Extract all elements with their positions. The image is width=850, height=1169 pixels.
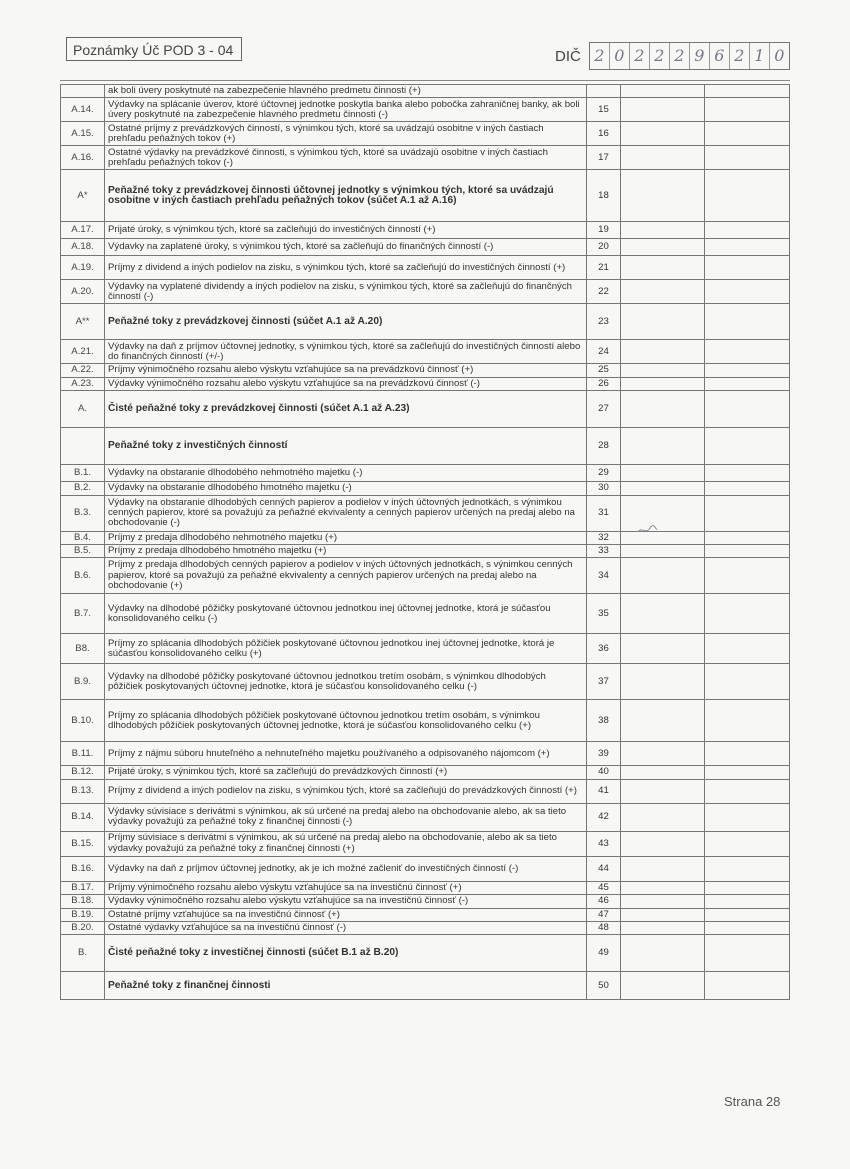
table-row xyxy=(61,700,790,742)
row-description: Peňažné toky z prevádzkovej činnosti (súčet A.1 až A.20) xyxy=(105,304,587,340)
table-row xyxy=(61,895,790,908)
row-number: 34 xyxy=(587,558,621,594)
row-number: 39 xyxy=(587,742,621,766)
row-code: A.20. xyxy=(61,280,105,304)
page-number: Strana 28 xyxy=(724,1094,781,1109)
row-code: A.16. xyxy=(61,146,105,170)
row-number: 43 xyxy=(587,831,621,856)
table-row xyxy=(61,856,790,881)
row-description: Ostatné príjmy z prevádzkových činností, s výnimkou tých, ktoré sa uvádzajú osobitne v iných častiach prehľadu peňažných tokov (+) xyxy=(105,122,587,146)
value-cell-current xyxy=(621,85,705,98)
value-cell-previous xyxy=(705,377,790,390)
row-description: Prijaté úroky, s výnimkou tých, ktoré sa začleňujú do investičných činností (+) xyxy=(105,222,587,239)
row-number: 19 xyxy=(587,222,621,239)
table-row xyxy=(61,85,790,98)
row-number: 23 xyxy=(587,304,621,340)
row-description: Príjmy súvisiace s derivátmi s výnimkou, ak sú určené na predaj alebo na obchodovanie, alebo ak sa tieto výdavky považujú za peňažné toky z finančnej činnosti (+) xyxy=(105,831,587,856)
row-code: B.20. xyxy=(61,922,105,935)
row-code: B.14. xyxy=(61,803,105,831)
row-code: A** xyxy=(61,304,105,340)
value-cell-previous xyxy=(705,545,790,558)
dic-digit-box: 2 xyxy=(630,43,650,69)
row-description: Výdavky súvisiace s derivátmi s výnimkou, ak sú určené na predaj alebo na obchodovanie alebo, ak sa tieto výdavky považujú za peňažné toky z finančnej činnosti (-) xyxy=(105,803,587,831)
row-code: B.6. xyxy=(61,558,105,594)
table-row xyxy=(61,908,790,921)
row-description: Príjmy z predaja dlhodobého nehmotného majetku (+) xyxy=(105,531,587,544)
row-description: Čisté peňažné toky z prevádzkovej činnosti (súčet A.1 až A.23) xyxy=(105,391,587,428)
row-description: Príjmy zo splácania dlhodobých pôžičiek poskytované účtovnou jednotkou inej účtovnej jednotke, ktorá je súčasťou konsolidovaného celku (+) xyxy=(105,634,587,664)
table-row xyxy=(61,280,790,304)
row-number: 38 xyxy=(587,700,621,742)
value-cell-current xyxy=(621,170,705,222)
dic-digit-box: 2 xyxy=(730,43,750,69)
table-row xyxy=(61,972,790,1000)
value-cell-current xyxy=(621,766,705,779)
row-number: 15 xyxy=(587,98,621,122)
value-cell-current xyxy=(621,256,705,280)
value-cell-previous xyxy=(705,428,790,465)
row-number: 33 xyxy=(587,545,621,558)
table-row xyxy=(61,742,790,766)
value-cell-previous xyxy=(705,340,790,364)
value-cell-previous xyxy=(705,256,790,280)
value-cell-previous xyxy=(705,664,790,700)
row-description: Čisté peňažné toky z investičnej činnosti (súčet B.1 až B.20) xyxy=(105,935,587,972)
row-number: 35 xyxy=(587,594,621,634)
row-number: 27 xyxy=(587,391,621,428)
value-cell-current xyxy=(621,122,705,146)
value-cell-current xyxy=(621,856,705,881)
row-description: Výdavky na daň z príjmov účtovnej jednotky, s výnimkou tých, ktoré sa začleňujú do investičných činností alebo do finančných činností (+/-) xyxy=(105,340,587,364)
pen-mark xyxy=(636,523,658,537)
row-description: Peňažné toky z investičných činností xyxy=(105,428,587,465)
row-number: 17 xyxy=(587,146,621,170)
dic-digit-box: 6 xyxy=(710,43,730,69)
row-code: B.9. xyxy=(61,664,105,700)
table-row xyxy=(61,98,790,122)
row-description: Ostatné výdavky na prevádzkové činnosti, s výnimkou tých, ktoré sa uvádzajú osobitne v iných častiach prehľadu peňažných tokov (-) xyxy=(105,146,587,170)
header-rule xyxy=(60,80,790,81)
table-row xyxy=(61,428,790,465)
table-row xyxy=(61,831,790,856)
table-row xyxy=(61,922,790,935)
value-cell-current xyxy=(621,531,705,544)
value-cell-previous xyxy=(705,594,790,634)
table-row xyxy=(61,304,790,340)
table-row xyxy=(61,391,790,428)
row-code: B.15. xyxy=(61,831,105,856)
value-cell-previous xyxy=(705,391,790,428)
dic-digit-box: 0 xyxy=(774,46,785,65)
row-number: 22 xyxy=(587,280,621,304)
table-row xyxy=(61,222,790,239)
row-code: A. xyxy=(61,391,105,428)
row-code: B.17. xyxy=(61,881,105,894)
row-code: B.13. xyxy=(61,779,105,803)
table-row xyxy=(61,377,790,390)
value-cell-previous xyxy=(705,465,790,482)
row-description: Výdavky na daň z príjmov účtovnej jednotky, ak je ich možné začleniť do investičných činností (-) xyxy=(105,856,587,881)
table-row xyxy=(61,766,790,779)
table-row xyxy=(61,881,790,894)
row-code: B.7. xyxy=(61,594,105,634)
table-row xyxy=(61,594,790,634)
row-description: Výdavky na zaplatené úroky, s výnimkou tých, ktoré sa začleňujú do finančných činností (-) xyxy=(105,239,587,256)
value-cell-previous xyxy=(705,280,790,304)
row-number: 46 xyxy=(587,895,621,908)
table-row xyxy=(61,146,790,170)
value-cell-current xyxy=(621,391,705,428)
value-cell-previous xyxy=(705,558,790,594)
value-cell-previous xyxy=(705,700,790,742)
value-cell-current xyxy=(621,779,705,803)
dic-field xyxy=(555,42,790,70)
row-description: Prijaté úroky, s výnimkou tých, ktoré sa začleňujú do prevádzkových činností (+) xyxy=(105,766,587,779)
value-cell-previous xyxy=(705,304,790,340)
row-code: B.3. xyxy=(61,495,105,531)
value-cell-current xyxy=(621,377,705,390)
row-code: A.21. xyxy=(61,340,105,364)
row-number xyxy=(587,85,621,98)
row-description: Výdavky výnimočného rozsahu alebo výskytu vzťahujúce sa na prevádzkovú činnosť (-) xyxy=(105,377,587,390)
table-row xyxy=(61,935,790,972)
row-description: Ostatné výdavky vzťahujúce sa na investičnú činnosť (-) xyxy=(105,922,587,935)
row-code: B.2. xyxy=(61,482,105,495)
table-row xyxy=(61,664,790,700)
dic-digit-box: 2 xyxy=(650,43,670,69)
value-cell-current xyxy=(621,465,705,482)
value-cell-previous xyxy=(705,895,790,908)
value-cell-previous xyxy=(705,779,790,803)
value-cell-current xyxy=(621,558,705,594)
row-code: B8. xyxy=(61,634,105,664)
table-row xyxy=(61,545,790,558)
value-cell-current xyxy=(621,742,705,766)
value-cell-current xyxy=(621,594,705,634)
value-cell-current xyxy=(621,98,705,122)
value-cell-previous xyxy=(705,634,790,664)
value-cell-current xyxy=(621,881,705,894)
row-code: A.15. xyxy=(61,122,105,146)
row-number: 16 xyxy=(587,122,621,146)
value-cell-current xyxy=(621,831,705,856)
row-code: B.12. xyxy=(61,766,105,779)
table-row xyxy=(61,495,790,531)
row-description: Príjmy z nájmu súboru hnuteľného a nehnuteľného majetku používaného a odpisovaného nájomcom (+) xyxy=(105,742,587,766)
row-number: 47 xyxy=(587,908,621,921)
row-number: 24 xyxy=(587,340,621,364)
row-description: ak boli úvery poskytnuté na zabezpečenie hlavného predmetu činnosti (+) xyxy=(105,85,587,98)
value-cell-previous xyxy=(705,146,790,170)
row-number: 48 xyxy=(587,922,621,935)
value-cell-previous xyxy=(705,222,790,239)
table-row xyxy=(61,531,790,544)
value-cell-current xyxy=(621,803,705,831)
value-cell-current xyxy=(621,700,705,742)
value-cell-previous xyxy=(705,766,790,779)
value-cell-current xyxy=(621,482,705,495)
row-description: Príjmy z dividend a iných podielov na zisku, s výnimkou tých, ktoré sa začleňujú do investičných činností (+) xyxy=(105,256,587,280)
value-cell-previous xyxy=(705,85,790,98)
row-code: B.16. xyxy=(61,856,105,881)
row-number: 45 xyxy=(587,881,621,894)
row-number: 30 xyxy=(587,482,621,495)
cash-flow-table xyxy=(60,84,790,1000)
row-code: B. xyxy=(61,935,105,972)
row-number: 20 xyxy=(587,239,621,256)
table-row xyxy=(61,634,790,664)
row-number: 32 xyxy=(587,531,621,544)
table-row xyxy=(61,239,790,256)
dic-digit-box: 1 xyxy=(750,43,770,69)
row-code: B.4. xyxy=(61,531,105,544)
row-description: Výdavky na obstaranie dlhodobých cenných papierov a podielov v iných účtovných jednotkách, s výnimkou cenných papierov, ktoré sa považujú za peňažné ekvivalenty a cenných papierov určených na predaj alebo na obchodovanie (-) xyxy=(105,495,587,531)
row-code: B.19. xyxy=(61,908,105,921)
row-code: A.19. xyxy=(61,256,105,280)
table-row xyxy=(61,256,790,280)
dic-digit-box: 2 xyxy=(670,43,690,69)
row-description: Príjmy z predaja dlhodobých cenných papierov a podielov v iných účtovných jednotkách, s výnimkou cenných papierov, ktoré sa považujú za peňažné ekvivalenty a cenných papierov určených na predaj alebo na obchodovanie (+) xyxy=(105,558,587,594)
value-cell-current xyxy=(621,340,705,364)
row-description: Výdavky na dlhodobé pôžičky poskytované účtovnou jednotkou inej účtovnej jednotke, ktorá je súčasťou konsolidovaného celku (-) xyxy=(105,594,587,634)
row-number: 26 xyxy=(587,377,621,390)
row-code: A.23. xyxy=(61,377,105,390)
value-cell-current xyxy=(621,908,705,921)
value-cell-current xyxy=(621,922,705,935)
row-description: Príjmy z dividend a iných podielov na zisku, s výnimkou tých, ktoré sa začleňujú do prevádzkových činností (+) xyxy=(105,779,587,803)
value-cell-previous xyxy=(705,495,790,531)
value-cell-current xyxy=(621,495,705,531)
row-number: 42 xyxy=(587,803,621,831)
row-description: Výdavky na vyplatené dividendy a iných podielov na zisku, s výnimkou tých, ktoré sa začleňujú do finančných činností (-) xyxy=(105,280,587,304)
table-row xyxy=(61,803,790,831)
row-code: B.18. xyxy=(61,895,105,908)
row-description: Príjmy z predaja dlhodobého hmotného majetku (+) xyxy=(105,545,587,558)
row-description: Výdavky na obstaranie dlhodobého hmotného majetku (-) xyxy=(105,482,587,495)
row-number: 28 xyxy=(587,428,621,465)
row-description: Peňažné toky z prevádzkovej činnosti účtovnej jednotky s výnimkou tých, ktoré sa uvádzajú osobitne v iných častiach prehľadu peňažných tokov (súčet A.1 až A.16) xyxy=(105,170,587,222)
row-description: Peňažné toky z finančnej činnosti xyxy=(105,972,587,1000)
value-cell-current xyxy=(621,935,705,972)
row-description: Výdavky výnimočného rozsahu alebo výskytu vzťahujúce sa na investičnú činnosť (-) xyxy=(105,895,587,908)
row-number: 18 xyxy=(587,170,621,222)
table-row xyxy=(61,340,790,364)
row-code: A* xyxy=(61,170,105,222)
value-cell-previous xyxy=(705,531,790,544)
row-number: 44 xyxy=(587,856,621,881)
row-number: 31 xyxy=(587,495,621,531)
row-description: Výdavky na splácanie úverov, ktoré účtovnej jednotke poskytla banka alebo pobočka zahraničnej banky, ak boli úvery poskytnuté na zabezpečenie hlavného predmetu činnosti (-) xyxy=(105,98,587,122)
value-cell-current xyxy=(621,239,705,256)
value-cell-previous xyxy=(705,742,790,766)
row-number: 25 xyxy=(587,364,621,377)
row-description: Výdavky na obstaranie dlhodobého nehmotného majetku (-) xyxy=(105,465,587,482)
row-code: A.22. xyxy=(61,364,105,377)
value-cell-current xyxy=(621,428,705,465)
table-row xyxy=(61,170,790,222)
value-cell-previous xyxy=(705,170,790,222)
value-cell-previous xyxy=(705,803,790,831)
value-cell-current xyxy=(621,545,705,558)
table-row xyxy=(61,364,790,377)
dic-digit-box: 2 xyxy=(590,43,610,69)
value-cell-current xyxy=(621,146,705,170)
row-code: B.5. xyxy=(61,545,105,558)
row-number: 36 xyxy=(587,634,621,664)
value-cell-current xyxy=(621,664,705,700)
row-code: B.11. xyxy=(61,742,105,766)
table-row xyxy=(61,122,790,146)
row-code: A.14. xyxy=(61,98,105,122)
value-cell-previous xyxy=(705,935,790,972)
row-code xyxy=(61,972,105,1000)
row-code: A.17. xyxy=(61,222,105,239)
row-description: Ostatné príjmy vzťahujúce sa na investičnú činnosť (+) xyxy=(105,908,587,921)
dic-boxes xyxy=(589,42,790,70)
row-number: 41 xyxy=(587,779,621,803)
table-row xyxy=(61,482,790,495)
form-label: Poznámky Úč POD 3 - 04 xyxy=(66,37,242,61)
value-cell-previous xyxy=(705,972,790,1000)
value-cell-previous xyxy=(705,482,790,495)
row-code xyxy=(61,428,105,465)
dic-digit-box: 9 xyxy=(690,43,710,69)
row-number: 37 xyxy=(587,664,621,700)
row-description: Príjmy zo splácania dlhodobých pôžičiek poskytované účtovnou jednotkou tretím osobám, s výnimkou dlhodobých pôžičiek poskytovaných účtovnej jednotke, ktorá je súčasťou konsolidovaného celku (+) xyxy=(105,700,587,742)
value-cell-current xyxy=(621,972,705,1000)
row-description: Príjmy výnimočného rozsahu alebo výskytu vzťahujúce sa na investičnú činnosť (+) xyxy=(105,881,587,894)
dic-digit-box: 0 xyxy=(610,43,630,69)
value-cell-previous xyxy=(705,239,790,256)
table-row xyxy=(61,558,790,594)
value-cell-previous xyxy=(705,856,790,881)
value-cell-previous xyxy=(705,831,790,856)
table-row xyxy=(61,465,790,482)
row-number: 50 xyxy=(587,972,621,1000)
value-cell-current xyxy=(621,304,705,340)
row-code: B.1. xyxy=(61,465,105,482)
value-cell-previous xyxy=(705,922,790,935)
value-cell-current xyxy=(621,634,705,664)
row-number: 29 xyxy=(587,465,621,482)
value-cell-previous xyxy=(705,881,790,894)
dic-label: DIČ xyxy=(555,47,581,65)
row-number: 40 xyxy=(587,766,621,779)
value-cell-previous xyxy=(705,364,790,377)
value-cell-previous xyxy=(705,98,790,122)
value-cell-previous xyxy=(705,908,790,921)
value-cell-current xyxy=(621,895,705,908)
row-description: Príjmy výnimočného rozsahu alebo výskytu vzťahujúce sa na prevádzkovú činnosť (+) xyxy=(105,364,587,377)
value-cell-current xyxy=(621,280,705,304)
table-row xyxy=(61,779,790,803)
row-number: 21 xyxy=(587,256,621,280)
row-code: A.18. xyxy=(61,239,105,256)
value-cell-current xyxy=(621,364,705,377)
value-cell-current xyxy=(621,222,705,239)
value-cell-previous xyxy=(705,122,790,146)
row-code: B.10. xyxy=(61,700,105,742)
row-code xyxy=(61,85,105,98)
row-description: Výdavky na dlhodobé pôžičky poskytované účtovnou jednotkou tretím osobám, s výnimkou dlhodobých pôžičiek poskytovaných účtovnej jednotke, ktorá je súčasťou konsolidovaného celku (-) xyxy=(105,664,587,700)
row-number: 49 xyxy=(587,935,621,972)
